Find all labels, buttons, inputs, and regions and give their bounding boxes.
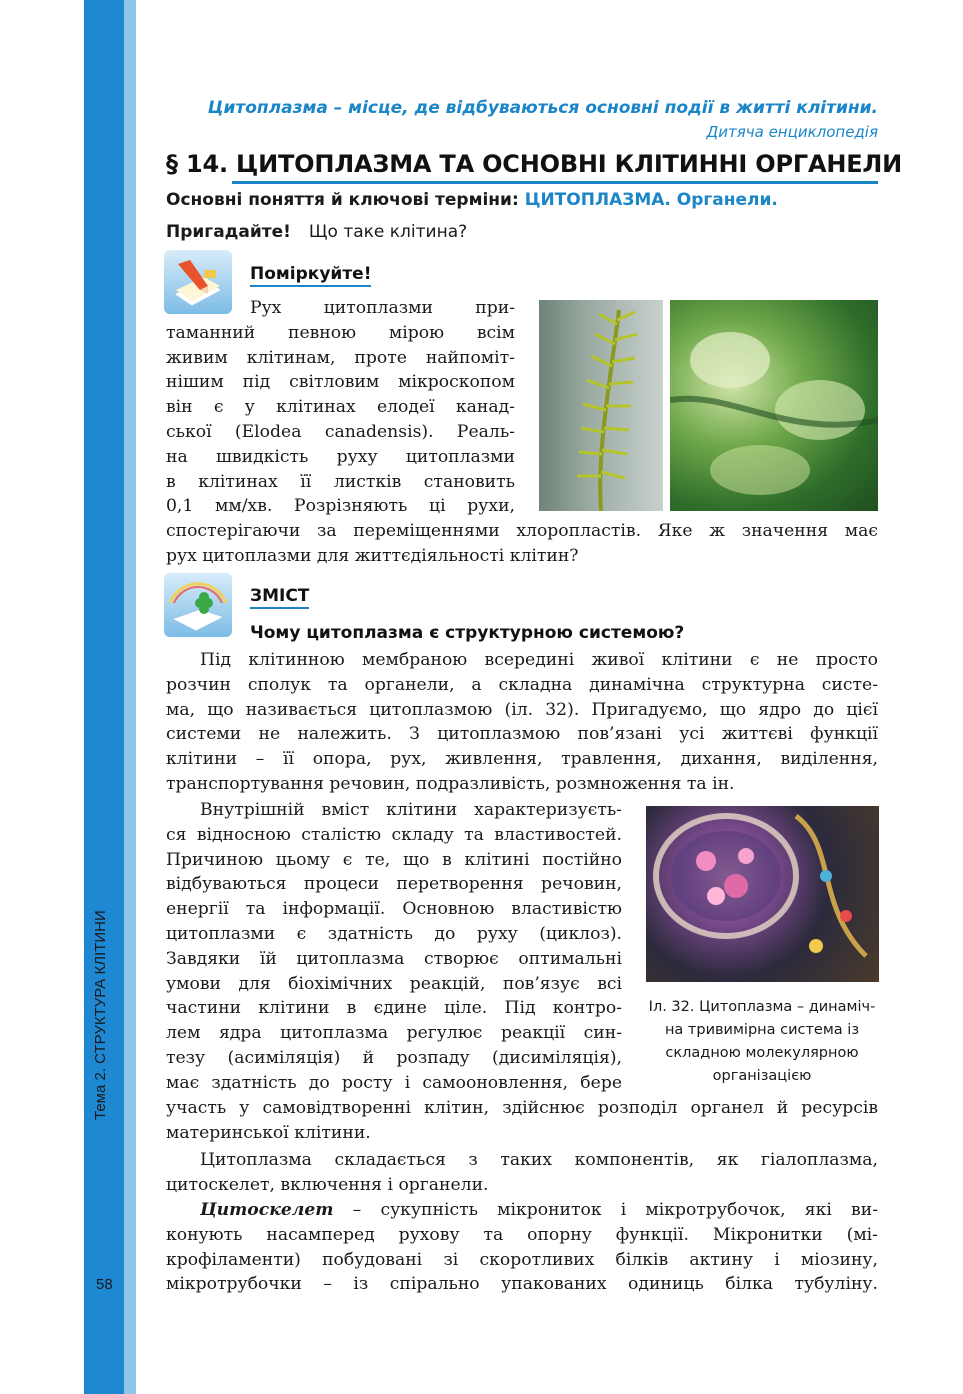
side-color-bar	[84, 0, 124, 1394]
text-line: відбуваються процеси перетворення речовин,	[166, 874, 622, 895]
paragraph-4	[166, 1198, 878, 1297]
text-line: участь у самовідтворенні клітин, здійснює розподіл органел й ресурсів	[166, 1098, 878, 1118]
text-line: цитоплазми є здатність до руху (циклоз).	[166, 923, 622, 944]
text-line: транспортування речовин, подразливість, розмноження та ін.	[166, 773, 735, 794]
leaf-cells-graphic	[670, 300, 878, 511]
text-line: материнської клітини.	[166, 1122, 371, 1143]
text-line: системи не належить. З цитоплазмою пов’язані усі життєві функції	[166, 724, 878, 745]
epigraph-quote: Цитоплазма – місце, де відбуваються основні події в житті клітини.	[207, 98, 878, 118]
caption-line: організацією	[712, 1068, 812, 1084]
content-heading: ЗМІСТ	[250, 586, 309, 609]
caption-line: Іл. 32. Цитоплазма – динаміч-	[648, 999, 876, 1015]
text-line: лем ядра цитоплазма регулює реакції син-	[166, 1023, 622, 1044]
recall-label: Пригадайте!	[166, 222, 291, 242]
text-line: він є у клітинах елодеї канад-	[166, 397, 515, 418]
paragraph-3	[166, 1148, 878, 1198]
cytoplasm-illustration	[646, 806, 879, 982]
text-line: має здатність до росту і самооновлення, бере	[166, 1072, 622, 1093]
text-line: розчин сполук та органели, а складна динамічна структурна систе-	[166, 674, 878, 695]
text-line: крофіламенти) побудовані зі скоротливих білків актину і міозину,	[166, 1249, 878, 1270]
page-number: 58	[96, 1276, 113, 1293]
think-heading: Поміркуйте!	[250, 264, 371, 287]
topic-label: Тема 2. СТРУКТУРА КЛІТИНИ	[92, 910, 109, 1120]
side-color-bar-edge	[124, 0, 136, 1394]
text-line: ма, що називається цитоплазмою (іл. 32). Пригадуємо, що ядро до цієї	[166, 699, 878, 720]
text-line: частини клітини в єдине ціле. Під контро-	[166, 998, 622, 1019]
text-line: Причиною цьому є те, що в клітині постійно	[166, 849, 622, 870]
elodea-leaf-cells-photo	[670, 300, 878, 511]
text-line: цитоскелет, включення і органели.	[166, 1174, 489, 1195]
paragraph-2-wide	[166, 1096, 878, 1146]
clover-book-icon-graphic	[164, 573, 232, 637]
recall-question: Що таке клітина?	[308, 222, 468, 242]
text-line: Завдяки їй цитоплазма створює оптимальні	[166, 948, 622, 969]
text-line: на швидкість руху цитоплазми	[166, 446, 515, 467]
text-line: нішим під світловим мікроскопом	[166, 372, 515, 393]
text-line: ся відносною сталістю складу та властивостей.	[166, 824, 622, 845]
text-line: Цитоплазма складається з таких компонентів, як гіалоплазма,	[200, 1150, 878, 1170]
text-line: живим клітинам, проте найпоміт-	[166, 347, 515, 368]
figure-caption	[642, 996, 882, 1088]
text-line: Рух цитоплазми при-	[250, 298, 515, 318]
paragraph-2-narrow	[166, 798, 622, 1096]
key-terms-label: Основні поняття й ключові терміни:	[166, 190, 525, 210]
recall-line	[166, 222, 467, 242]
text-line: умови для біохімічних реакцій, пов’язує всі	[166, 973, 622, 994]
text-line: Під клітинною мембраною всередині живої клітини є не просто	[200, 650, 878, 670]
caption-line: складною молекулярною	[665, 1045, 859, 1061]
text-line: 0,1 мм/хв. Розрізняють ці рухи,	[166, 496, 515, 517]
term-cytoskeleton: Цитоскелет	[200, 1200, 334, 1220]
text-line: тезу (асиміляція) й розпаду (дисиміляція),	[166, 1047, 622, 1068]
page-title: § 14. ЦИТОПЛАЗМА ТА ОСНОВНІ КЛІТИННІ ОРГАНЕЛИ	[166, 150, 903, 178]
text-line: спостерігаючи за переміщеннями хлоропластів. Яке ж значення має	[166, 521, 878, 541]
section-subheading: Чому цитоплазма є структурною системою?	[250, 623, 685, 643]
text-line: Внутрішній вміст клітини характеризуєть-	[200, 800, 622, 820]
title-underline	[232, 181, 878, 184]
text-line: енергії та інформації. Основною властивістю	[166, 899, 622, 920]
text-line: мікротрубочки – із спірально упакованих одиниць білка тубуліну.	[166, 1274, 878, 1295]
think-text-wide	[166, 519, 878, 569]
key-terms	[166, 190, 778, 210]
elodea-plant-photo	[539, 300, 663, 511]
text-fragment: – сукупність мікрониток і мікротрубочок, які ви-	[333, 1200, 878, 1220]
text-line	[166, 1198, 878, 1223]
margin-strip	[0, 0, 84, 1394]
text-line: конують насамперед рухову та опорну функції. Мікронитки (мі-	[166, 1224, 878, 1245]
cytoplasm-illustration-graphic	[646, 806, 879, 982]
text-line: клітини – її опора, рух, живлення, травлення, дихання, виділення,	[166, 749, 878, 770]
caption-line: на тривимірна система із	[664, 1022, 860, 1038]
think-text-narrow	[166, 296, 515, 519]
clover-book-icon	[164, 573, 232, 637]
elodea-plant-graphic	[539, 300, 663, 511]
paragraph-1	[166, 648, 878, 797]
text-line: таманний певною мірою всім	[166, 322, 515, 343]
text-line: ської (Elodea canadensis). Реаль-	[166, 421, 515, 442]
text-line: в клітинах її листків становить	[166, 471, 515, 492]
epigraph-source: Дитяча енциклопедія	[706, 123, 878, 141]
text-line: рух цитоплазми для життєдіяльності клітин?	[166, 545, 579, 566]
key-terms-list: ЦИТОПЛАЗМА. Органели.	[524, 190, 778, 210]
